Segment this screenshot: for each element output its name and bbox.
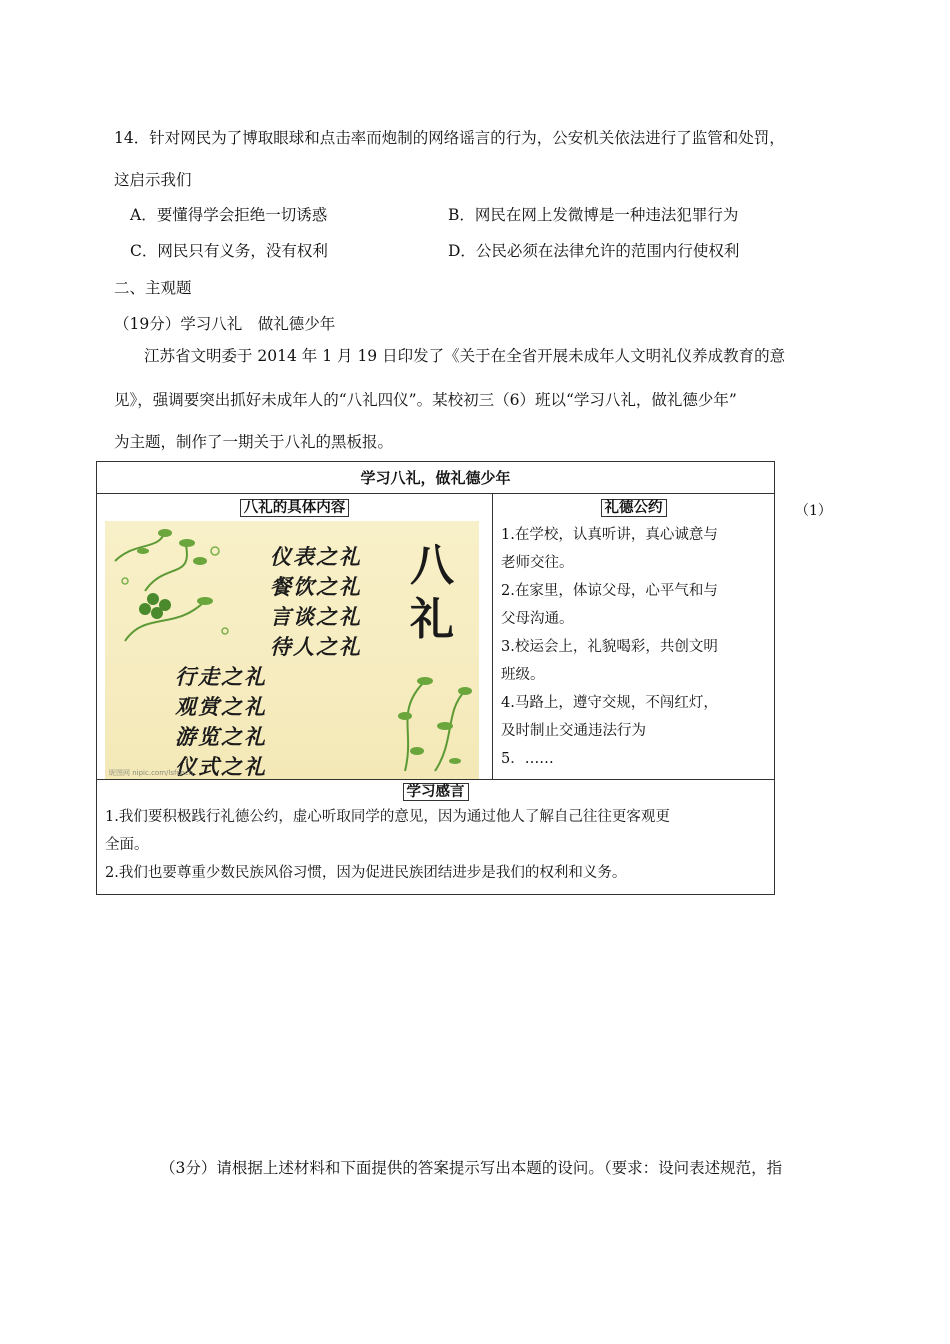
- feelings-list: [97, 801, 774, 887]
- item-title: （19分）学习八礼 做礼德少年: [114, 315, 336, 333]
- rule-line: 班级。: [501, 667, 545, 683]
- paragraph-line2: 见》，强调要突出抓好未成年人的“八礼四仪”。某校初三（6）班以“学习八礼，做礼德少年”: [114, 391, 737, 409]
- feelings-cell: [97, 780, 775, 895]
- rule-line: 3.校运会上，礼貌喝彩，共创文明: [501, 639, 718, 655]
- eight-rites-picture: [105, 521, 479, 779]
- big-char-li: 礼: [410, 594, 454, 645]
- rule-line: 父母沟通。: [501, 611, 574, 627]
- q14-stem-line2: 这启示我们: [114, 171, 192, 189]
- section-heading: 二、主观题: [114, 279, 192, 297]
- q14-option-c: C．网民只有义务，没有权利: [130, 242, 328, 260]
- rule-line: 4.马路上，遵守交规，不闯红灯，: [501, 695, 718, 711]
- rite-line-1: 仪表之礼: [270, 545, 362, 569]
- sub-question-prompt: （3分）请根据上述材料和下面提供的答案提示写出本题的设问。（要求：设问表述规范，指: [160, 1159, 783, 1177]
- rite-line-3: 言谈之礼: [270, 605, 362, 629]
- rule-line: 1.在学校，认真听讲，真心诚意与: [501, 527, 718, 543]
- q14-option-a: A．要懂得学会拒绝一切诱惑: [130, 206, 328, 224]
- paragraph-line3: 为主题，制作了一期关于八礼的黑板报。: [114, 433, 394, 451]
- rule-line: 5．……: [501, 751, 554, 767]
- rite-line-7: 游览之礼: [175, 725, 267, 749]
- blackboard-table: [96, 461, 775, 895]
- rite-line-2: 餐饮之礼: [270, 575, 362, 599]
- rules-list: [493, 517, 774, 773]
- eight-rites-cell: [97, 494, 493, 780]
- feeling-line: 全面。: [105, 837, 149, 853]
- rite-line-5: 行走之礼: [175, 665, 267, 689]
- eight-rites-header: 八礼的具体内容: [240, 499, 350, 517]
- sub-question-number: （1）: [795, 503, 832, 519]
- q14-option-b: B．网民在网上发微博是一种违法犯罪行为: [448, 206, 739, 224]
- q14-option-d: D．公民必须在法律允许的范围内行使权利: [448, 242, 740, 260]
- feelings-header: 学习感言: [403, 783, 469, 801]
- board-title: 学习八礼，做礼德少年: [97, 462, 775, 494]
- feeling-line: 2.我们也要尊重少数民族风俗习惯，因为促进民族团结进步是我们的权利和义务。: [105, 865, 627, 881]
- rules-cell: [493, 494, 775, 780]
- rite-line-4: 待人之礼: [270, 635, 362, 659]
- feeling-line: 1.我们要积极践行礼德公约，虚心听取同学的意见，因为通过他人了解自己往往更客观更: [105, 809, 670, 825]
- big-char-ba: 八: [410, 540, 454, 591]
- q14-stem-line1: 14．针对网民为了博取眼球和点击率而炮制的网络谣言的行为，公安机关依法进行了监管和处罚，: [114, 129, 785, 147]
- rule-line: 及时制止交通违法行为: [501, 723, 646, 739]
- picture-watermark: 昵图网 nipic.com/lsfcncn: [109, 769, 194, 777]
- rule-line: 2.在家里，体谅父母，心平气和与: [501, 583, 718, 599]
- rules-header: 礼德公约: [601, 499, 667, 517]
- paragraph-line1: 江苏省文明委于 2014 年 1 月 19 日印发了《关于在全省开展未成年人文明礼仪养成教育的意: [144, 347, 786, 365]
- rite-line-8: 仪式之礼: [175, 755, 267, 779]
- rule-line: 老师交往。: [501, 555, 574, 571]
- rite-line-6: 观赏之礼: [175, 695, 267, 719]
